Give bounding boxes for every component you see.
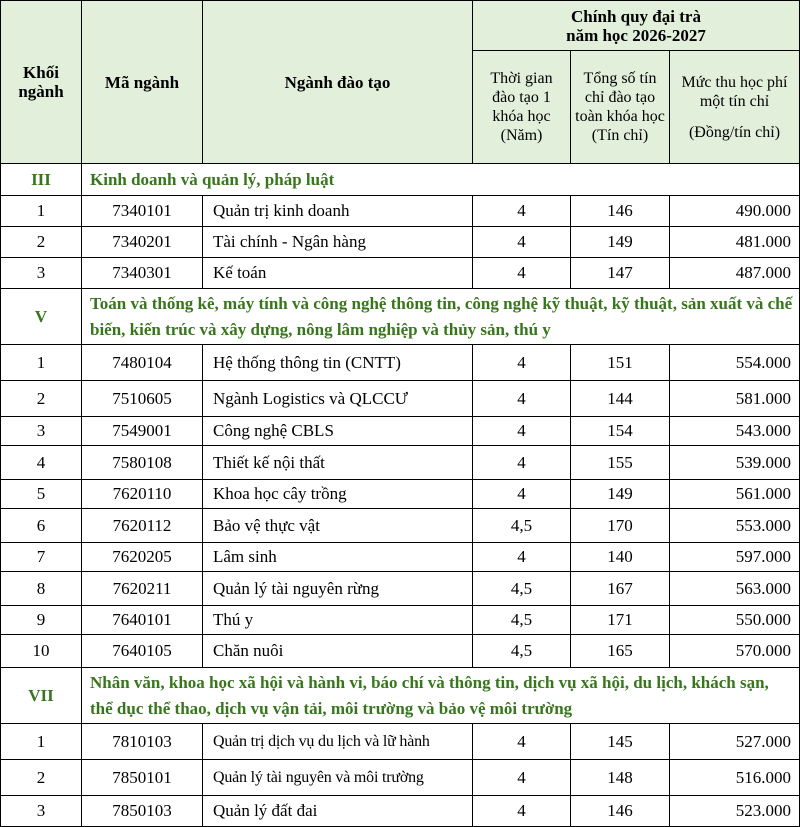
- row-ma-nganh: 7850103: [82, 796, 203, 827]
- row-ma-nganh: 7340101: [82, 196, 203, 227]
- row-stt: 3: [1, 258, 82, 289]
- row-ma-nganh: 7620112: [82, 509, 203, 543]
- row-stt: 2: [1, 381, 82, 417]
- table-row: [1, 258, 800, 289]
- row-thoi-gian: 4: [473, 446, 571, 480]
- row-hoc-phi: 550.000: [670, 606, 800, 635]
- row-thoi-gian: 4,5: [473, 606, 571, 635]
- row-nganh-dao-tao: Kế toán: [203, 258, 473, 289]
- row-nganh-dao-tao: Bảo vệ thực vật: [203, 509, 473, 543]
- table-row: [1, 606, 800, 635]
- row-stt: 1: [1, 345, 82, 381]
- row-tin-chi: 171: [571, 606, 670, 635]
- row-hoc-phi: 561.000: [670, 480, 800, 509]
- row-thoi-gian: 4: [473, 196, 571, 227]
- row-thoi-gian: 4,5: [473, 572, 571, 606]
- table-row: [1, 381, 800, 417]
- row-nganh-dao-tao: Quản trị kinh doanh: [203, 196, 473, 227]
- header-thoi-gian: Thời gian đào tạo 1 khóa học (Năm): [473, 51, 571, 164]
- row-ma-nganh: 7480104: [82, 345, 203, 381]
- row-thoi-gian: 4: [473, 543, 571, 572]
- table-row: [1, 724, 800, 760]
- row-stt: 1: [1, 724, 82, 760]
- row-nganh-dao-tao: Thú y: [203, 606, 473, 635]
- row-tin-chi: 165: [571, 635, 670, 668]
- row-stt: 7: [1, 543, 82, 572]
- row-stt: 10: [1, 635, 82, 668]
- group-row: [1, 668, 800, 724]
- row-hoc-phi: 527.000: [670, 724, 800, 760]
- group-code: V: [1, 289, 82, 345]
- row-tin-chi: 155: [571, 446, 670, 480]
- row-nganh-dao-tao: Thiết kế nội thất: [203, 446, 473, 480]
- row-stt: 2: [1, 227, 82, 258]
- header-program-line1: Chính quy đại trà: [571, 6, 701, 26]
- table-row: [1, 543, 800, 572]
- table-row: [1, 635, 800, 668]
- row-thoi-gian: 4: [473, 480, 571, 509]
- row-hoc-phi: 553.000: [670, 509, 800, 543]
- row-ma-nganh: 7810103: [82, 724, 203, 760]
- row-nganh-dao-tao: Tài chính - Ngân hàng: [203, 227, 473, 258]
- row-nganh-dao-tao: Hệ thống thông tin (CNTT): [203, 345, 473, 381]
- header-muc-thu-line2: (Đồng/tín chỉ): [688, 123, 781, 141]
- row-tin-chi: 151: [571, 345, 670, 381]
- row-nganh-dao-tao: Ngành Logistics và QLCCƯ: [203, 381, 473, 417]
- row-nganh-dao-tao: Khoa học cây trồng: [203, 480, 473, 509]
- group-name: Toán và thống kê, máy tính và công nghệ thông tin, công nghệ kỹ thuật, kỹ thuật, sản xuất và chế biến, kiến trúc và xây dựng, nông lâm nghiệp và thủy sản, thú y: [82, 289, 800, 345]
- table-row: [1, 345, 800, 381]
- row-ma-nganh: 7340301: [82, 258, 203, 289]
- group-name: Nhân văn, khoa học xã hội và hành vi, báo chí và thông tin, dịch vụ xã hội, du lịch, khách sạn, thể dục thể thao, dịch vụ vận tải, môi trường và bảo vệ môi trường: [82, 668, 800, 724]
- row-hoc-phi: 570.000: [670, 635, 800, 668]
- row-hoc-phi: 481.000: [670, 227, 800, 258]
- table-row: [1, 446, 800, 480]
- row-thoi-gian: 4: [473, 345, 571, 381]
- row-tin-chi: 170: [571, 509, 670, 543]
- row-ma-nganh: 7580108: [82, 446, 203, 480]
- table-body: [1, 164, 800, 827]
- row-tin-chi: 145: [571, 724, 670, 760]
- group-name: Kinh doanh và quản lý, pháp luật: [82, 164, 800, 196]
- row-nganh-dao-tao: Quản lý tài nguyên và môi trường: [203, 760, 473, 796]
- row-ma-nganh: 7620205: [82, 543, 203, 572]
- row-ma-nganh: 7850101: [82, 760, 203, 796]
- row-ma-nganh: 7510605: [82, 381, 203, 417]
- header-ma-nganh: Mã ngành: [82, 1, 203, 164]
- row-stt: 8: [1, 572, 82, 606]
- row-hoc-phi: 539.000: [670, 446, 800, 480]
- row-tin-chi: 149: [571, 227, 670, 258]
- row-thoi-gian: 4: [473, 381, 571, 417]
- row-tin-chi: 148: [571, 760, 670, 796]
- row-thoi-gian: 4: [473, 258, 571, 289]
- row-stt: 9: [1, 606, 82, 635]
- row-nganh-dao-tao: Lâm sinh: [203, 543, 473, 572]
- row-hoc-phi: 516.000: [670, 760, 800, 796]
- row-nganh-dao-tao: Quản lý tài nguyên rừng: [203, 572, 473, 606]
- row-thoi-gian: 4: [473, 760, 571, 796]
- row-ma-nganh: 7620110: [82, 480, 203, 509]
- table-row: [1, 480, 800, 509]
- row-stt: 2: [1, 760, 82, 796]
- header-khoi-nganh: Khối ngành: [1, 1, 82, 164]
- table-row: [1, 796, 800, 827]
- row-thoi-gian: 4: [473, 417, 571, 446]
- table-row: [1, 227, 800, 258]
- row-ma-nganh: 7620211: [82, 572, 203, 606]
- row-nganh-dao-tao: Chăn nuôi: [203, 635, 473, 668]
- row-tin-chi: 146: [571, 196, 670, 227]
- header-program-line2: năm học 2026-2027: [566, 25, 706, 45]
- row-tin-chi: 146: [571, 796, 670, 827]
- table-header: [1, 1, 800, 164]
- row-stt: 3: [1, 417, 82, 446]
- row-nganh-dao-tao: Quản lý đất đai: [203, 796, 473, 827]
- row-tin-chi: 147: [571, 258, 670, 289]
- row-ma-nganh: 7640101: [82, 606, 203, 635]
- row-thoi-gian: 4: [473, 227, 571, 258]
- header-muc-thu-line1: Mức thu học phí một tín chỉ: [681, 73, 788, 110]
- row-thoi-gian: 4,5: [473, 509, 571, 543]
- group-row: [1, 289, 800, 345]
- row-hoc-phi: 597.000: [670, 543, 800, 572]
- row-ma-nganh: 7640105: [82, 635, 203, 668]
- row-nganh-dao-tao: Công nghệ CBLS: [203, 417, 473, 446]
- row-tin-chi: 140: [571, 543, 670, 572]
- row-thoi-gian: 4: [473, 724, 571, 760]
- row-thoi-gian: 4: [473, 796, 571, 827]
- row-hoc-phi: 554.000: [670, 345, 800, 381]
- row-nganh-dao-tao: Quản trị dịch vụ du lịch và lữ hành: [203, 724, 473, 760]
- row-stt: 5: [1, 480, 82, 509]
- row-stt: 4: [1, 446, 82, 480]
- group-row: [1, 164, 800, 196]
- row-stt: 3: [1, 796, 82, 827]
- row-hoc-phi: 490.000: [670, 196, 800, 227]
- row-hoc-phi: 487.000: [670, 258, 800, 289]
- row-thoi-gian: 4,5: [473, 635, 571, 668]
- row-tin-chi: 154: [571, 417, 670, 446]
- row-ma-nganh: 7549001: [82, 417, 203, 446]
- row-tin-chi: 149: [571, 480, 670, 509]
- table-row: [1, 196, 800, 227]
- row-hoc-phi: 543.000: [670, 417, 800, 446]
- row-tin-chi: 167: [571, 572, 670, 606]
- row-stt: 1: [1, 196, 82, 227]
- table-row: [1, 572, 800, 606]
- row-hoc-phi: 581.000: [670, 381, 800, 417]
- row-stt: 6: [1, 509, 82, 543]
- header-program-group: [473, 1, 800, 51]
- table-row: [1, 760, 800, 796]
- table-row: [1, 417, 800, 446]
- table-row: [1, 509, 800, 543]
- header-tong-so-tin-chi: Tổng số tín chỉ đào tạo toàn khóa học (Tín chỉ): [571, 51, 670, 164]
- row-tin-chi: 144: [571, 381, 670, 417]
- row-hoc-phi: 563.000: [670, 572, 800, 606]
- group-code: VII: [1, 668, 82, 724]
- group-code: III: [1, 164, 82, 196]
- row-ma-nganh: 7340201: [82, 227, 203, 258]
- header-nganh-dao-tao: Ngành đào tạo: [203, 1, 473, 164]
- row-hoc-phi: 523.000: [670, 796, 800, 827]
- header-muc-thu: [670, 51, 800, 164]
